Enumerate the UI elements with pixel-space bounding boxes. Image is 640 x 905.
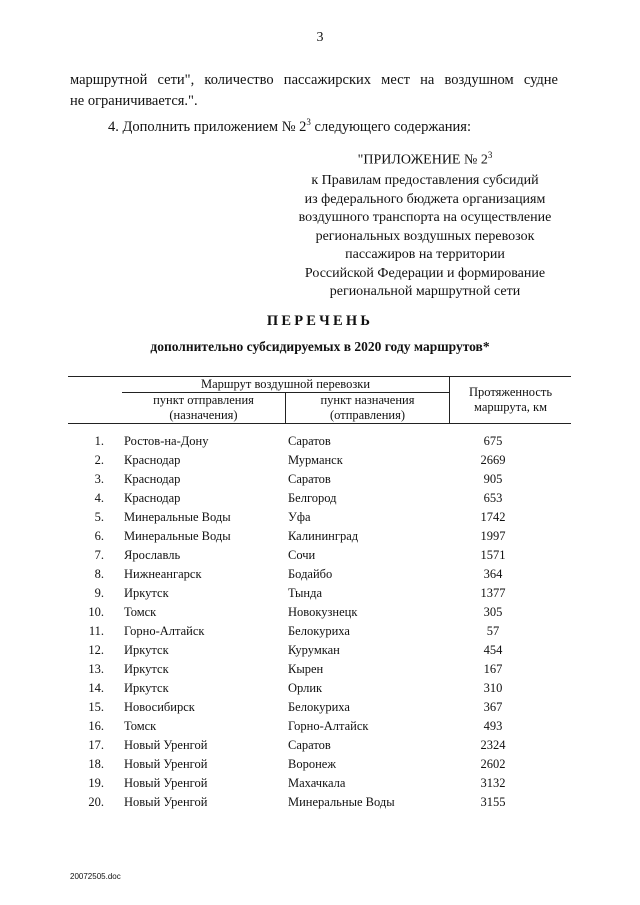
- row-length: 454: [483, 643, 503, 657]
- row-number: 2.: [94, 453, 104, 467]
- row-length: 167: [483, 662, 503, 676]
- table-row: [0, 605, 640, 624]
- row-departure: Новый Уренгой: [124, 776, 208, 790]
- paragraph-continuation: [70, 70, 558, 112]
- row-number: 10.: [88, 605, 104, 619]
- appendix-line: региональных воздушных перевозок: [315, 228, 535, 244]
- appendix-line: региональной маршрутной сети: [329, 284, 521, 300]
- table-row: [0, 795, 640, 814]
- appendix-header: [278, 146, 572, 302]
- route-table-body: [0, 434, 640, 814]
- row-destination: Тында: [288, 586, 323, 600]
- row-number: 7.: [94, 548, 104, 562]
- row-departure: Томск: [124, 605, 157, 619]
- row-length: 305: [483, 605, 503, 619]
- row-length: 3155: [480, 795, 506, 809]
- row-departure: Нижнеангарск: [124, 567, 202, 581]
- row-destination: Саратов: [288, 738, 331, 752]
- row-length: 905: [483, 472, 503, 486]
- table-row: [0, 681, 640, 700]
- appendix-title-text: "ПРИЛОЖЕНИЕ № 2: [357, 152, 488, 168]
- appendix-title-superscript: 3: [487, 150, 493, 160]
- row-number: 8.: [94, 567, 104, 581]
- header-departure-line2: (назначения): [169, 408, 238, 422]
- table-row: [0, 548, 640, 567]
- header-destination-line1: пункт назначения: [320, 393, 415, 407]
- row-departure: Новосибирск: [124, 700, 195, 714]
- row-departure: Ростов-на-Дону: [124, 434, 209, 448]
- table-row: [0, 529, 640, 548]
- row-length: 2669: [480, 453, 506, 467]
- row-destination: Калининград: [288, 529, 359, 543]
- header-length-line1: Протяженность: [468, 385, 553, 399]
- row-departure: Краснодар: [124, 453, 181, 467]
- row-destination: Белокуриха: [288, 700, 350, 714]
- row-destination: Белгород: [288, 491, 337, 505]
- row-destination: Кырен: [288, 662, 324, 676]
- row-length: 364: [483, 567, 503, 581]
- header-destination: [286, 393, 449, 423]
- row-number: 12.: [88, 643, 104, 657]
- row-departure: Горно-Алтайск: [124, 624, 205, 638]
- row-number: 14.: [88, 681, 104, 695]
- table-row: [0, 643, 640, 662]
- appendix-line: воздушного транспорта на осуществление: [298, 210, 552, 226]
- row-destination: Саратов: [288, 472, 331, 486]
- row-destination: Махачкала: [288, 776, 346, 790]
- row-departure: Новый Уренгой: [124, 738, 208, 752]
- row-destination: Воронеж: [288, 757, 336, 771]
- table-row: [0, 700, 640, 719]
- row-number: 20.: [88, 795, 104, 809]
- appendix-line: Российской Федерации и формирование: [304, 265, 546, 281]
- row-length: 1377: [480, 586, 506, 600]
- table-row: [0, 738, 640, 757]
- row-number: 11.: [88, 624, 104, 638]
- row-length: 2324: [480, 738, 506, 752]
- table-row: [0, 453, 640, 472]
- table-row: [0, 434, 640, 453]
- row-departure: Новый Уренгой: [124, 795, 208, 809]
- row-destination: Белокуриха: [288, 624, 350, 638]
- row-length: 3132: [480, 776, 506, 790]
- row-destination: Орлик: [288, 681, 323, 695]
- row-number: 5.: [94, 510, 104, 524]
- header-length-line2: маршрута, км: [474, 400, 547, 414]
- row-number: 1.: [94, 434, 104, 448]
- table-row: [0, 491, 640, 510]
- appendix-line: из федерального бюджета организациям: [304, 191, 546, 207]
- row-destination: Новокузнецк: [288, 605, 358, 619]
- row-number: 15.: [88, 700, 104, 714]
- row-number: 4.: [94, 491, 104, 505]
- table-row: [0, 567, 640, 586]
- row-number: 6.: [94, 529, 104, 543]
- row-destination: Бодайбо: [288, 567, 333, 581]
- header-departure-line1: пункт отправления: [153, 393, 254, 407]
- row-length: 493: [483, 719, 503, 733]
- row-length: 367: [483, 700, 503, 714]
- header-length: [450, 385, 571, 415]
- table-row: [0, 624, 640, 643]
- row-number: 18.: [88, 757, 104, 771]
- row-departure: Новый Уренгой: [124, 757, 208, 771]
- header-destination-line2: (отправления): [329, 408, 405, 422]
- amendment-text: 4. Дополнить приложением № 2: [108, 118, 307, 135]
- row-departure: Ярославль: [124, 548, 181, 562]
- row-length: 653: [483, 491, 503, 505]
- row-departure: Иркутск: [124, 643, 169, 657]
- row-destination: Минеральные Воды: [288, 795, 395, 809]
- paragraph-line-2: не ограничивается.".: [70, 93, 198, 109]
- table-row: [0, 757, 640, 776]
- table-rule-bottom: [68, 423, 571, 424]
- row-length: 1997: [480, 529, 506, 543]
- row-number: 9.: [94, 586, 104, 600]
- row-number: 13.: [88, 662, 104, 676]
- row-number: 16.: [88, 719, 104, 733]
- row-length: 2602: [480, 757, 506, 771]
- amendment-superscript: 3: [306, 117, 311, 127]
- row-length: 675: [483, 434, 503, 448]
- amendment-tail: следующего содержания:: [310, 118, 471, 135]
- appendix-title: [278, 146, 572, 170]
- row-number: 3.: [94, 472, 104, 486]
- row-number: 19.: [88, 776, 104, 790]
- footer-filename: 20072505.doc: [70, 872, 121, 881]
- appendix-lines: [278, 172, 572, 302]
- row-departure: Минеральные Воды: [124, 510, 231, 524]
- row-departure: Краснодар: [124, 491, 181, 505]
- table-row: [0, 662, 640, 681]
- row-departure: Иркутск: [124, 681, 169, 695]
- document-subheading: дополнительно субсидируемых в 2020 году маршрутов*: [150, 339, 490, 354]
- paragraph-amendment: [108, 112, 596, 138]
- row-departure: Минеральные Воды: [124, 529, 231, 543]
- appendix-line: пассажиров на территории: [345, 247, 505, 263]
- paragraph-line-1: маршрутной сети", количество пассажирских мест на воздушном судне: [70, 72, 558, 88]
- row-destination: Мурманск: [288, 453, 343, 467]
- row-number: 17.: [88, 738, 104, 752]
- row-departure: Иркутск: [124, 662, 169, 676]
- row-departure: Краснодар: [124, 472, 181, 486]
- appendix-line: к Правилам предоставления субсидий: [311, 173, 539, 189]
- table-row: [0, 472, 640, 491]
- table-row: [0, 586, 640, 605]
- header-departure: [122, 393, 285, 423]
- row-length: 310: [483, 681, 503, 695]
- table-row: [0, 776, 640, 795]
- row-destination: Уфа: [288, 510, 311, 524]
- row-departure: Иркутск: [124, 586, 169, 600]
- row-destination: Саратов: [288, 434, 331, 448]
- row-length: 1742: [480, 510, 506, 524]
- header-route: Маршрут воздушной перевозки: [200, 377, 371, 391]
- document-heading: ПЕРЕЧЕНЬ: [266, 313, 374, 329]
- table-row: [0, 510, 640, 529]
- row-destination: Сочи: [288, 548, 316, 562]
- page-number: 3: [316, 30, 324, 45]
- row-length: 1571: [480, 548, 506, 562]
- table-row: [0, 719, 640, 738]
- row-destination: Курумкан: [288, 643, 340, 657]
- row-destination: Горно-Алтайск: [288, 719, 369, 733]
- row-departure: Томск: [124, 719, 157, 733]
- row-length: 57: [486, 624, 500, 638]
